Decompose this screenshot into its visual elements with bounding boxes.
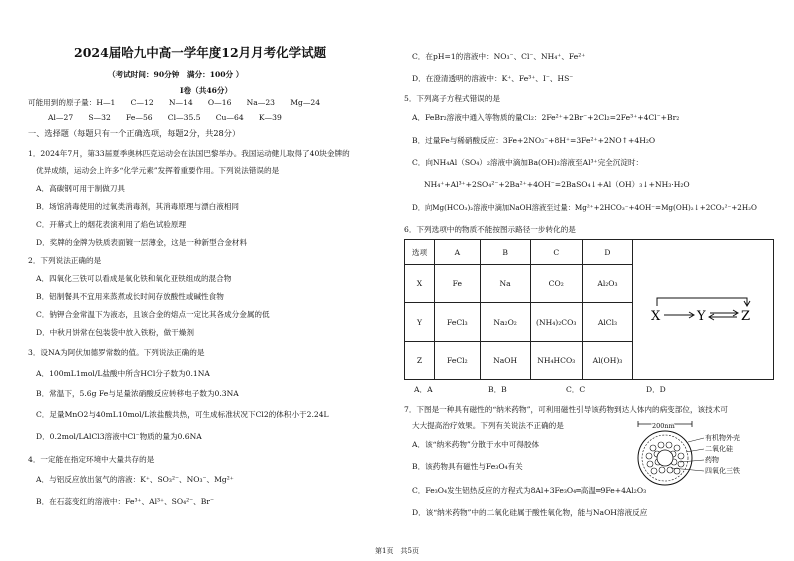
q6-option-b: B．B <box>488 385 507 394</box>
q6-diagram-cell <box>633 240 774 380</box>
q6-cell: CO₂ <box>530 265 582 303</box>
section-one-label: Ⅰ卷（共46分） <box>180 86 233 95</box>
label-drug: 药物 <box>705 456 719 464</box>
q6-cell: Al(OH)₃ <box>582 341 632 379</box>
q5-option-d: D．向Mg(HCO₃)₂溶液中滴加NaOH溶液至过量：Mg²⁺+2HCO₃⁻+4OH⁻=Mg(OH)₂↓+2CO₃²⁻+2H₂O <box>412 203 757 212</box>
q5-option-b: B．过量Fe与稀硝酸反应：3Fe+2NO₃⁻+8H⁺=3Fe²⁺+2NO↑+4H₂O <box>412 136 656 145</box>
q2-option-d: D．中秋月饼常在包装袋中放入铁粉，做干燥剂 <box>36 328 194 337</box>
q7-size-label: 200nm <box>652 422 675 430</box>
q6-cell: Na <box>480 265 530 303</box>
exam-info: （考试时间：90分钟 满分：100分 ） <box>108 70 244 79</box>
q2-stem: 2．下列说法正确的是 <box>28 256 102 265</box>
q2-option-a: A．四氧化三铁可以看成是氧化铁和氧化亚铁组成的混合物 <box>36 274 232 283</box>
q6-diagram-x: X <box>651 309 661 324</box>
q6-cell: Fe <box>434 265 480 303</box>
q6-cell: FeCl₃ <box>434 303 480 341</box>
q3-option-d: D．0.2mol/LAlCl3溶液中Cl⁻物质的量为0.6NA <box>36 432 202 441</box>
q3-option-c: C．足量MnO2与40mL10mol/L浓盐酸共热，可生成标准状况下Cl2的体积小于2.24L <box>36 410 329 419</box>
label-organic-shell: 有机物外壳 <box>705 434 740 442</box>
q1-option-a: A．高碳钢可用于制做刀具 <box>36 184 126 193</box>
q6-row-label: X <box>405 265 435 303</box>
q5-option-c: C．向NH₄Al（SO₄）₂溶液中滴加Ba(OH)₂溶液至Al³⁺完全沉淀时： <box>412 158 644 167</box>
q1-option-b: B．场馆消毒使用的过氧类消毒剂，其消毒原理与漂白液相同 <box>36 202 240 211</box>
q4-option-c: C．在pH=1的溶液中：NO₃⁻、Cl⁻、NH₄⁺、Fe²⁺ <box>412 52 586 61</box>
q3-option-b: B．常温下，5.6g Fe与足量浓硝酸反应转移电子数为0.3NA <box>36 389 239 398</box>
q7-stem-2: 大大提高治疗效果。下列有关说法不正确的是 <box>412 421 564 430</box>
q6-row-label: Z <box>405 341 435 379</box>
label-fe3o4: 四氧化三铁 <box>705 467 740 475</box>
q6-cell: FeCl₂ <box>434 341 480 379</box>
q7-option-b: B．该药物具有磁性与Fe₃O₄有关 <box>412 462 523 471</box>
q6-diagram-z: Z <box>741 309 751 324</box>
q6-cell: NH₄HCO₃ <box>530 341 582 379</box>
q4-stem: 4．一定能在指定环境中大量共存的是 <box>28 455 155 464</box>
page-footer: 第1页 共5页 <box>375 547 419 555</box>
q6-stem: 6．下列选项中的物质不能按图示路径一步转化的是 <box>404 225 576 234</box>
q5-option-a: A．FeBr₂溶液中通入等物质的量Cl₂：2Fe²⁺+2Br⁻+2Cl₂=2Fe³⁺+4Cl⁻+Br₂ <box>412 113 680 122</box>
q6-cell: NaOH <box>480 341 530 379</box>
q6-header-d: D <box>582 240 632 265</box>
q6-header-c: C <box>530 240 582 265</box>
q6-header-b: B <box>480 240 530 265</box>
q7-nano-drug-figure <box>630 418 776 496</box>
q6-cell: AlCl₃ <box>582 303 632 341</box>
q7-stem-1: 7．下图是一种具有磁性的“纳米药物”，可利用磁性引导该药物到达人体内的病变部位，该技术可 <box>404 405 728 414</box>
q6-table <box>404 239 774 380</box>
section-heading: 一、选择题（每题只有一个正确选项，每题2分，共28分） <box>28 128 241 138</box>
q7-option-d: D．该“纳米药物”中的二氧化硅属于酸性氧化物，能与NaOH溶液反应 <box>412 508 648 517</box>
atomic-masses-line-2: Al—27 S—32 Fe—56 Cl—35.5 Cu—64 K—39 <box>48 113 282 122</box>
q3-stem: 3．设NA为阿伏加德罗常数的值。下列说法正确的是 <box>28 348 205 357</box>
q7-option-a: A．该“纳米药物”分散于水中可得胶体 <box>412 440 540 449</box>
atomic-masses-line-1: 可能用到的原子量：H—1 C—12 N—14 O—16 Na—23 Mg—24 <box>28 98 321 107</box>
q4-option-a: A．与铝反应放出氢气的溶液：K⁺、SO₃²⁻、NO₃⁻、Mg²⁺ <box>36 475 234 484</box>
q5-option-c-equation: NH₄⁺+Al³⁺+2SO₄²⁻+2Ba²⁺+4OH⁻=2BaSO₄↓+Al（OH）₃↓+NH₃·H₂O <box>424 180 690 189</box>
q7-option-c: C．Fe₃O₄发生铝热反应的方程式为8Al+3Fe₃O₄═高温═9Fe+4Al₂O₃ <box>412 486 647 495</box>
q1-stem-2: 优异成绩，运动会上许多“化学元素”发挥着重要作用。下列说法错误的是 <box>36 166 280 175</box>
q6-conversion-diagram <box>633 240 773 379</box>
q1-option-d: D．奖牌的金牌为铁质表面镀一层薄金，这是一种新型合金材料 <box>36 238 248 247</box>
q6-cell: (NH₄)₂CO₃ <box>530 303 582 341</box>
q6-option-c: C．C <box>566 385 586 394</box>
q1-stem-1: 1．2024年7月，第33届夏季奥林匹克运动会在法国巴黎举办。我国运动健儿取得了40块金牌的 <box>28 149 350 158</box>
q6-header-option: 选项 <box>405 240 435 265</box>
q6-diagram-y: Y <box>697 309 706 324</box>
q4-option-b: B．在石蕊变红的溶液中：Fe³⁺、Al³⁺、SO₄²⁻、Br⁻ <box>36 497 214 506</box>
q6-cell: Na₂O₂ <box>480 303 530 341</box>
fe3o4-core <box>657 450 673 466</box>
q1-option-c: C．开幕式上的烟花表演利用了焰色试验原理 <box>36 220 187 229</box>
q6-option-a: A．A <box>414 385 433 394</box>
q3-option-a: A．100mL1mol/L盐酸中所含HCl分子数为0.1NA <box>36 369 210 378</box>
exam-title: 2024届哈九中高一学年度12月月考化学试题 <box>74 45 327 60</box>
q4-option-d: D．在澄清透明的溶液中：K⁺、Fe³⁺、I⁻、HS⁻ <box>412 74 574 83</box>
q5-stem: 5．下列离子方程式错误的是 <box>404 94 500 103</box>
label-silica: 二氧化硅 <box>705 445 733 453</box>
q2-option-b: B．铝制餐具不宜用来蒸煮或长时间存放酸性或碱性食物 <box>36 292 224 301</box>
q6-cell: Al₂O₃ <box>582 265 632 303</box>
q6-option-d: D．D <box>646 385 666 394</box>
q6-header-a: A <box>434 240 480 265</box>
q2-option-c: C．钠钾合金常温下为液态，且该合金的熔点一定比其各成分金属的低 <box>36 310 270 319</box>
q6-row-label: Y <box>405 303 435 341</box>
